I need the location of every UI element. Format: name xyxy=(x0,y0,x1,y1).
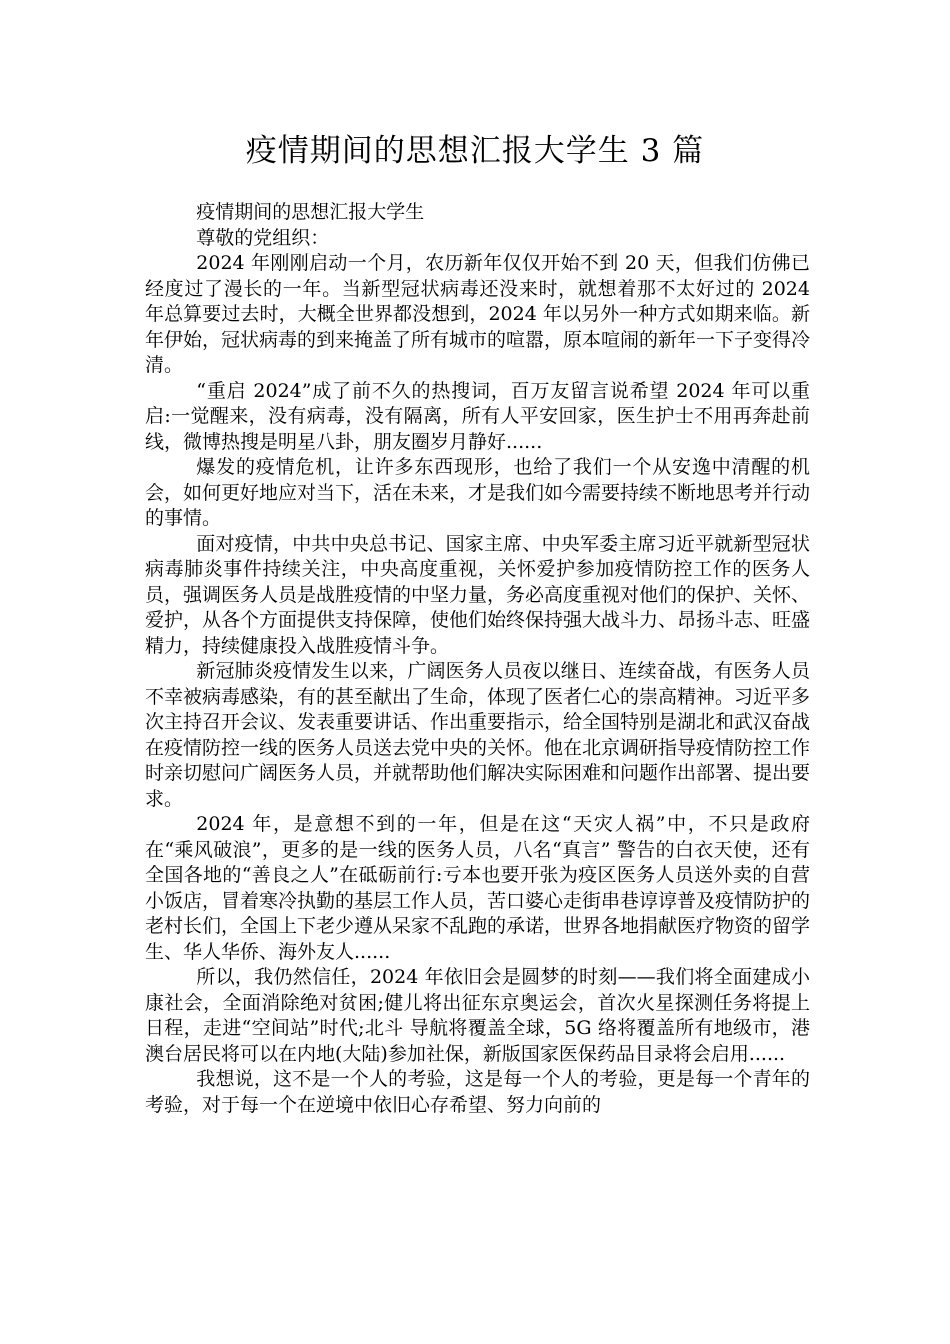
paragraph: 2024 年刚刚启动一个月，农历新年仅仅开始不到 20 天，但我们仿佛已经度过了漫长的一年。当新型冠状病毒还没来时，就想着那不太好过的 2024 年总算要过去时，大概全世界都没想到，2024 年以另外一种方式如期来临。新年伊始，冠状病毒的到来掩盖了所有城市的喧嚣，原本喧闹的新年一下子变得冷清。 xyxy=(145,252,811,376)
paragraph: 新冠肺炎疫情发生以来，广阔医务人员夜以继日、连续奋战，有医务人员不幸被病毒感染，有的甚至献出了生命，体现了医者仁心的崇高精神。习近平多次主持召开会议、发表重要讲话、作出重要指示，给全国特别是湖北和武汉奋战在疫情防控一线的医务人员送去党中央的关怀。他在北京调研指导疫情防控工作时亲切慰问广阔医务人员，并就帮助他们解决实际困难和问题作出部署、提出要求。 xyxy=(145,660,811,810)
paragraph: 2024 年，是意想不到的一年，但是在这“天灾人祸”中，不只是政府在“乘风破浪”，更多的是一线的医务人员，八名“真言” 警告的白衣天使，还有全国各地的“善良之人”在砥砺前行:亏本也要开张为疫区医务人员送外卖的自营小饭店，冒着寒冷执勤的基层工作人员，苦口婆心走街串巷谆谆普及疫情防护的老村长们，全国上下老少遵从呆家不乱跑的承诺，世界各地捐献医疗物资的留学生、华人华侨、海外友人...... xyxy=(145,813,811,963)
paragraph: 面对疫情，中共中央总书记、国家主席、中央军委主席习近平就新型冠状病毒肺炎事件持续关注，中央高度重视，关怀爱护参加疫情防控工作的医务人员，强调医务人员是战胜疫情的中坚力量，务必高度重视对他们的保护、关怀、爱护，从各个方面提供支持保障，使他们始终保持强大战斗力、昂扬斗志、旺盛精力，持续健康投入战胜疫情斗争。 xyxy=(145,532,811,657)
paragraph: “重启 2024”成了前不久的热搜词，百万友留言说希望 2024 年可以重启:一觉醒来，没有病毒，没有隔离，所有人平安回家，医生护士不用再奔赴前线，微博热搜是明星八卦，朋友圈岁月静好...... xyxy=(145,379,810,453)
document-body xyxy=(145,200,810,1118)
paragraph: 爆发的疫情危机，让许多东西现形，也给了我们一个从安逸中清醒的机会，如何更好地应对当下，活在未来，才是我们如今需要持续不断地思考并行动的事情。 xyxy=(145,456,811,529)
document-title: 疫情期间的思想汇报大学生 3 篇 xyxy=(245,133,705,169)
paragraph: 我想说，这不是一个人的考验，这是每一个人的考验，更是每一个青年的考验，对于每一个在逆境中依旧心存希望、努力向前的 xyxy=(145,1068,810,1116)
paragraph-subtitle: 疫情期间的思想汇报大学生 xyxy=(196,201,425,223)
paragraph-salutation: 尊敬的党组织： xyxy=(196,226,330,249)
paragraph: 所以，我仍然信任，2024 年依旧会是圆梦的时刻——我们将全面建成小康社会，全面消除绝对贫困;健儿将出征东京奥运会，首次火星探测任务将提上日程，走进“空间站”时代;北斗 导航将覆盖全球，5G 络将覆盖所有地级市，港澳台居民将可以在内地(大陆)参加社保，新版国家医保药品目录将会启用...... xyxy=(145,966,810,1065)
